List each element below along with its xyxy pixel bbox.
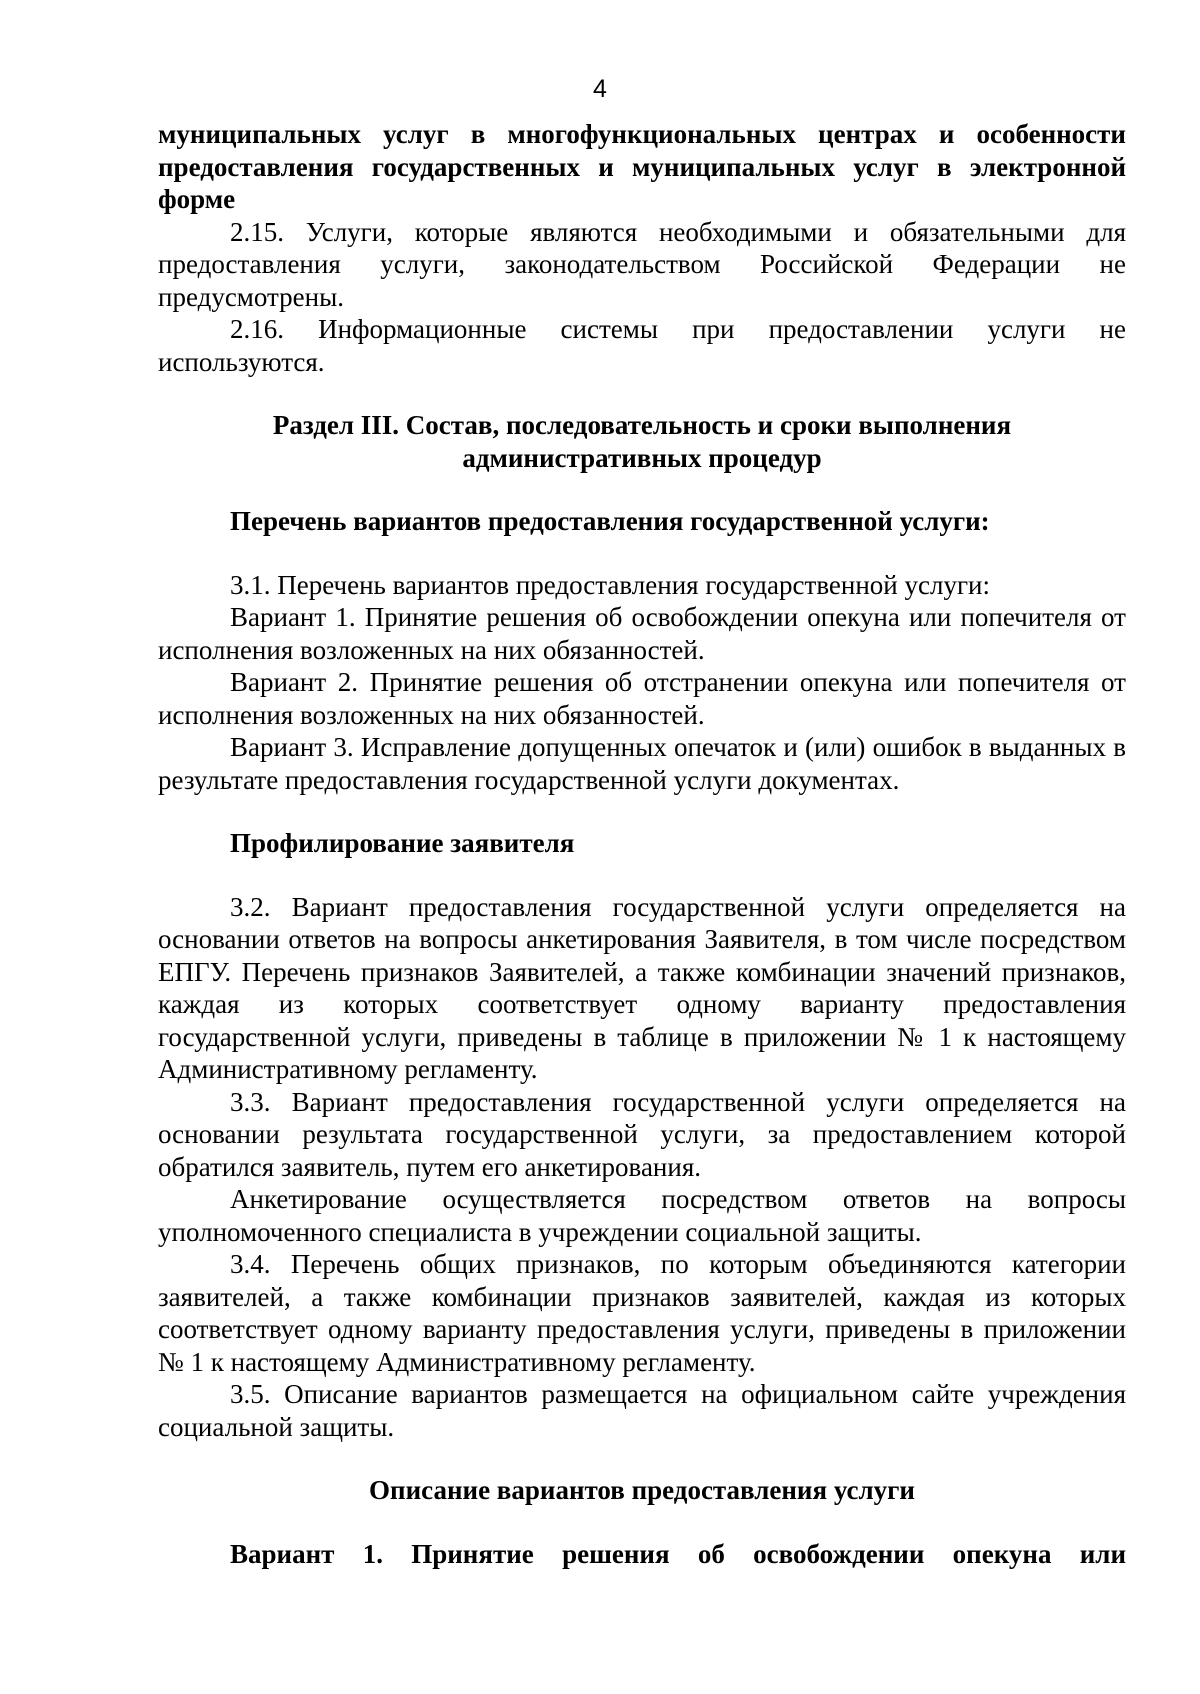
spacer <box>158 538 1126 569</box>
page-number: 4 <box>593 75 607 103</box>
paragraph-3-1: 3.1. Перечень вариантов предоставления государственной услуги: <box>230 569 990 600</box>
paragraph-3-3: 3.3. Вариант предоставления государственной услуги определяется на основании результата государственной услуги, за предоставлением которой обратился заявитель, путем его анкетирования. <box>158 1086 1126 1182</box>
variant-1-heading: Вариант 1. Принятие решения об освобождении опекуна или <box>230 1538 1126 1569</box>
spacer <box>158 474 1126 505</box>
variant-2-item: Вариант 2. Принятие решения об отстранении опекуна или попечителя от исполнения возложенных на них обязанностей. <box>158 667 1126 730</box>
subheading-variants-list: Перечень вариантов предоставления государственной услуги: <box>230 506 990 536</box>
paragraph-3-4: 3.4. Перечень общих признаков, по которым объединяются категории заявителей, а также комбинации признаков заявителей, каждая из которых соответствует одному варианту предоставления услуги, приведены в приложении № 1 к настоящему Административному регламенту. <box>158 1249 1126 1377</box>
page-content <box>158 118 1126 1570</box>
paragraph-2-16: 2.16. Информационные системы при предоставлении услуги не используются. <box>158 314 1126 377</box>
spacer <box>158 378 1126 409</box>
paragraph-3-2: 3.2. Вариант предоставления государственной услуги определяется на основании ответов на вопросы анкетирования Заявителя, в том числе посредством ЕПГУ. Перечень признаков Заявителей, а также комбинации значений признаков, каждая из которых соответствует одному варианту предоставления государственной услуги, приведены в таблице в приложении № 1 к настоящему Административному регламенту. <box>158 891 1126 1084</box>
spacer <box>158 796 1126 827</box>
paragraph-3-5: 3.5. Описание вариантов размещается на официальном сайте учреждения социальной защиты. <box>158 1379 1126 1442</box>
spacer <box>158 860 1126 891</box>
variant-1-item: Вариант 1. Принятие решения об освобождении опекуна или попечителя от исполнения возложенных на них обязанностей. <box>158 602 1126 665</box>
subheading-profiling: Профилирование заявителя <box>230 828 575 858</box>
subheading-variants-description: Описание вариантов предоставления услуги <box>369 1475 915 1505</box>
heading-continuation: муниципальных услуг в многофункциональных центрах и особенности предоставления государственных и муниципальных услуг в электронной форме <box>158 119 1126 214</box>
spacer <box>158 1507 1126 1538</box>
paragraph-2-15: 2.15. Услуги, которые являются необходимыми и обязательными для предоставления услуги, законодательством Российской Федерации не предусмотрены. <box>158 216 1126 312</box>
variant-3-item: Вариант 3. Исправление допущенных опечаток и (или) ошибок в выданных в результате предоставления государственной услуги документах. <box>158 732 1126 795</box>
section-title: Раздел III. Состав, последовательность и сроки выполнения административных процедур <box>272 410 1012 473</box>
spacer <box>158 1443 1126 1474</box>
paragraph-survey: Анкетирование осуществляется посредством ответов на вопросы уполномоченного специалиста в учреждении социальной защиты. <box>158 1184 1126 1247</box>
